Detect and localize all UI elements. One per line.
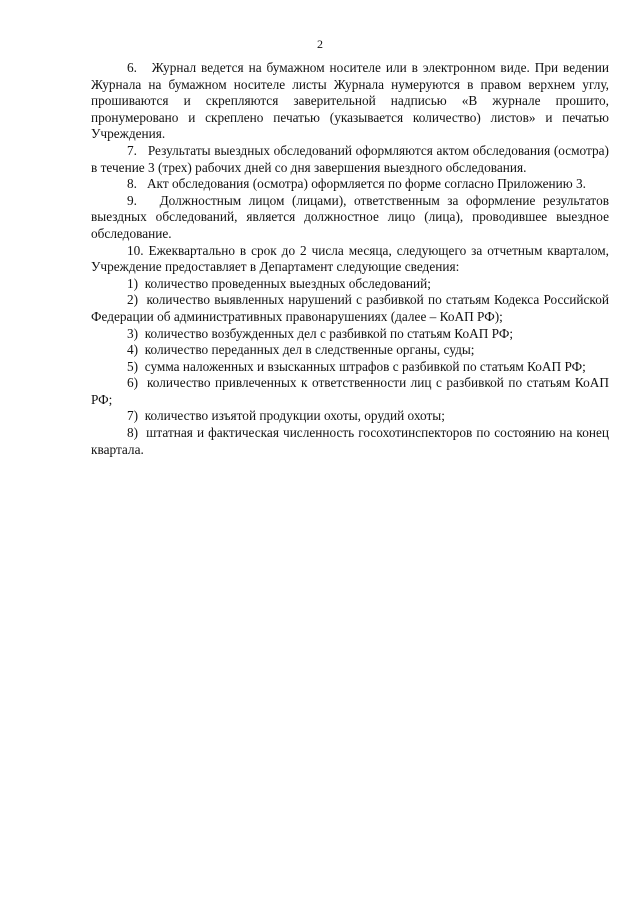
list-item-1: 1) количество проведенных выездных обследований; — [127, 275, 431, 291]
list-item-4: 4) количество переданных дел в следственные органы, суды; — [127, 342, 475, 358]
list-item-3: 3) количество возбужденных дел с разбивкой по статьям КоАП РФ; — [127, 325, 514, 341]
paragraph-item-10: 10. Ежеквартально в срок до 2 числа месяца, следующего за отчетным кварталом, Учреждение предоставляет в Департамент следующие сведения: — [91, 242, 609, 275]
list-item-2: 2) количество выявленных нарушений с разбивкой по статьям Кодекса Российской Федерации об административных правонарушениях (далее – КоАП РФ); — [91, 292, 609, 324]
list-item-7: 7) количество изъятой продукции охоты, орудий охоты; — [127, 408, 445, 424]
list-item-8: 8) штатная и фактическая численность госохотинспекторов по состоянию на конец квартала. — [91, 425, 609, 457]
paragraph-item-7: 7. Результаты выездных обследований оформляются актом обследования (осмотра) в течение 3 (трех) рабочих дней со дня завершения выездного обследования. — [91, 142, 609, 175]
list-item-6: 6) количество привлеченных к ответственности лиц с разбивкой по статьям КоАП РФ; — [91, 375, 609, 407]
paragraph-item-9: 9. Должностным лицом (лицами), ответственным за оформление результатов выездных обследований, является должностное лицо (лица), проводившее выездное обследование. — [91, 192, 609, 241]
list-item-5: 5) сумма наложенных и взысканных штрафов с разбивкой по статьям КоАП РФ; — [127, 358, 586, 374]
paragraph-item-8: 8. Акт обследования (осмотра) оформляется по форме согласно Приложению 3. — [127, 176, 586, 192]
paragraph-item-6: 6. Журнал ведется на бумажном носителе или в электронном виде. При ведении Журнала на бумажном носителе листы Журнала нумеруются в правом верхнем углу, прошиваются и скрепляются заверительной надписью «В журнале прошито, пронумеровано и скреплено печатью (указывается количество) листов» и печатью Учреждения. — [91, 60, 609, 142]
document-body — [91, 60, 609, 458]
page-number: 2 — [317, 37, 323, 51]
